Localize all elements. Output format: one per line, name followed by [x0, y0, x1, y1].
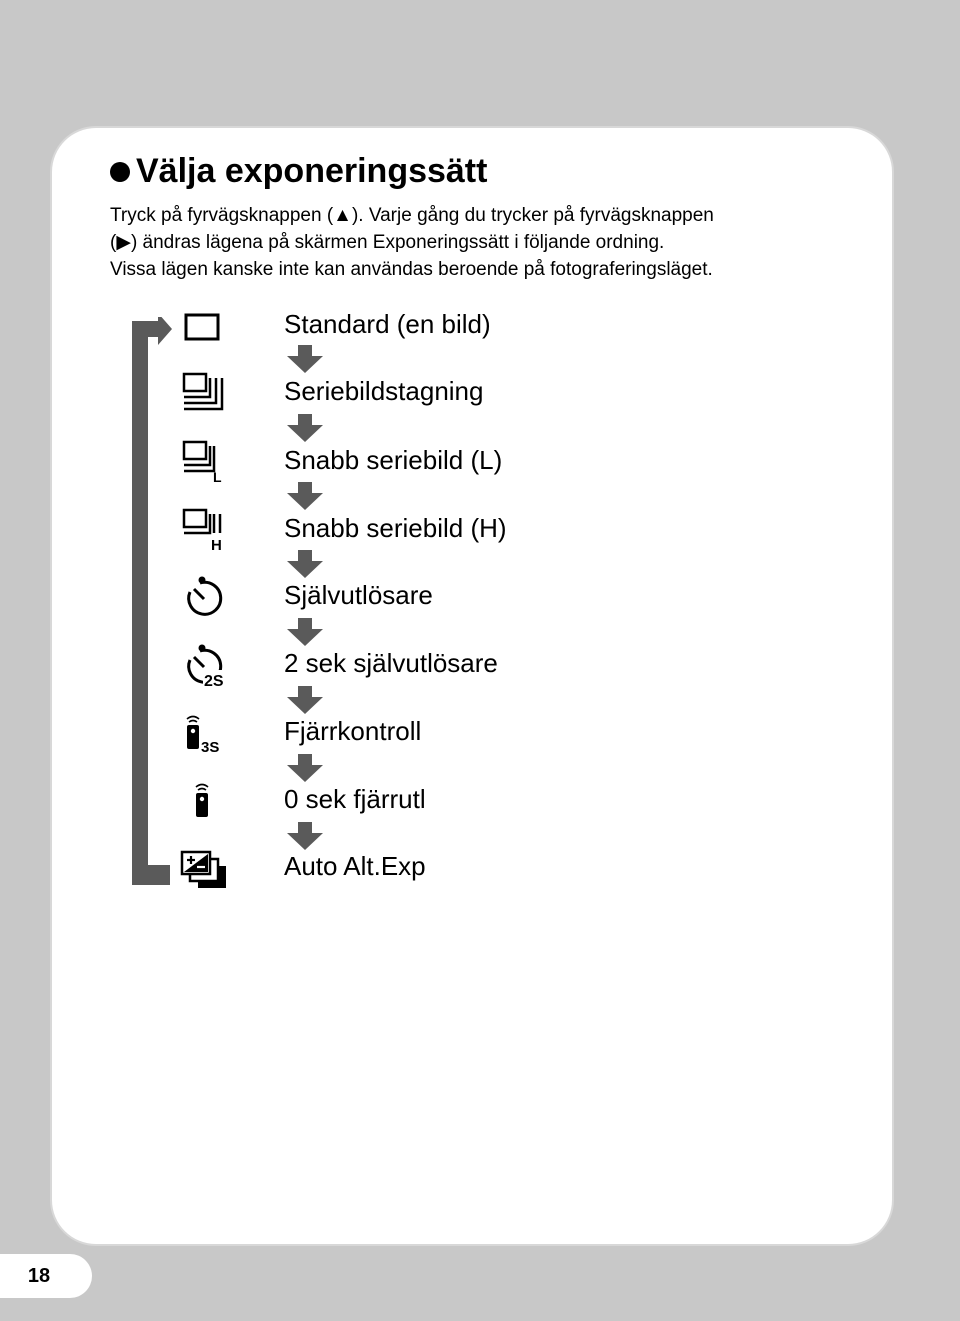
down-arrow-icon	[287, 550, 323, 580]
auto-bracketing-icon	[180, 844, 230, 894]
down-arrow-icon	[287, 345, 323, 375]
intro-line: Tryck på fyrvägsknappen (▲). Varje gång du trycker på fyrvägsknappen	[110, 205, 714, 226]
down-arrow-icon	[287, 822, 323, 852]
burst-low-label: L	[213, 469, 222, 485]
section-title	[110, 152, 487, 191]
page-number: 18	[27, 1264, 51, 1287]
burst-high-label: H	[211, 537, 222, 554]
page-number-tab	[0, 1254, 92, 1298]
mode-label-self-timer-2s: 2 sek självutlösare	[284, 648, 498, 678]
intro-text	[110, 202, 870, 283]
mode-label-remote-0s: 0 sek fjärrutl	[284, 784, 426, 814]
burst-high-icon	[180, 504, 230, 554]
self-timer-2s-label: 2S	[204, 673, 224, 690]
single-frame-icon	[180, 302, 230, 352]
mode-label-burst-low: Snabb seriebild (L)	[284, 445, 503, 475]
down-arrow-icon	[287, 482, 323, 512]
mode-label-standard: Standard (en bild)	[284, 309, 491, 339]
burst-low-icon	[180, 436, 230, 486]
cycle-bracket-icon	[132, 317, 172, 885]
mode-label-remote: Fjärrkontroll	[284, 716, 422, 746]
remote-icon	[180, 776, 230, 826]
remote-3s-label: 3S	[201, 739, 220, 756]
mode-label-auto-bracketing: Auto Alt.Exp	[284, 851, 426, 881]
self-timer-icon	[180, 572, 230, 622]
self-timer-2s-icon	[180, 640, 230, 690]
mode-label-continuous: Seriebildstagning	[284, 376, 484, 406]
continuous-shooting-icon	[180, 368, 230, 418]
bullet-dot-icon	[110, 162, 130, 182]
remote-3s-icon	[180, 708, 230, 758]
content-card	[52, 128, 892, 1244]
section-title-text: Välja exponeringssätt	[136, 152, 488, 190]
down-arrow-icon	[287, 618, 323, 648]
down-arrow-icon	[287, 686, 323, 716]
intro-line: (▶) ändras lägena på skärmen Exponeringssätt i följande ordning.	[110, 232, 665, 253]
down-arrow-icon	[287, 414, 323, 444]
mode-label-burst-high: Snabb seriebild (H)	[284, 513, 507, 543]
mode-label-self-timer: Självutlösare	[284, 580, 433, 610]
intro-line: Vissa lägen kanske inte kan användas beroende på fotograferingsläget.	[110, 259, 713, 280]
down-arrow-icon	[287, 754, 323, 784]
